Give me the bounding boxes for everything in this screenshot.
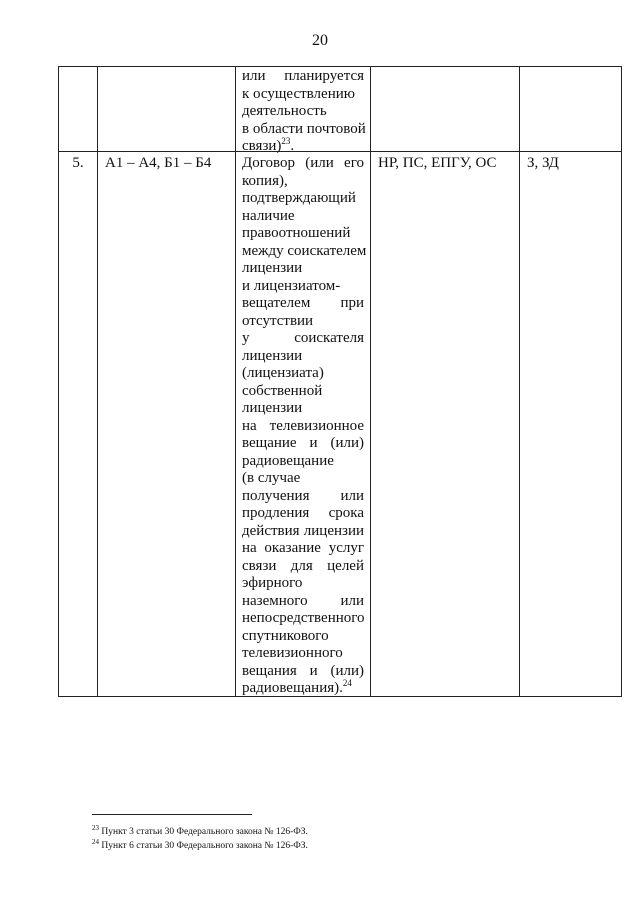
page-number: 20: [312, 32, 328, 49]
footnotes: [92, 825, 308, 853]
document-line: подтверждающий: [242, 190, 356, 206]
document-line: лицензии: [242, 347, 303, 364]
document-line: у соискателя: [242, 330, 364, 346]
document-line: непосредственного: [242, 610, 365, 626]
document-text: [236, 152, 370, 698]
document-line: правоотношений: [242, 225, 351, 241]
footnote-ref: 24: [342, 678, 352, 688]
document-line: (в случае: [242, 470, 301, 486]
document-line-last: связи)$^{23}$.: [242, 136, 295, 154]
document-line: лицензии: [242, 400, 303, 416]
form-cell: [520, 67, 623, 151]
document-line-text: связи): [242, 138, 282, 154]
document-line: [242, 680, 364, 698]
footnote: [92, 839, 308, 853]
footnote: [92, 825, 308, 839]
footnote-text: Пункт 3 статьи 30 Федерального закона № 126-ФЗ.: [101, 827, 308, 837]
document-line-text: радиовещания).: [242, 680, 343, 696]
sources-text: НР, ПС, ЕПГУ, ОС: [378, 155, 497, 171]
document-line: отсутствии: [242, 312, 314, 329]
document-line: эфирного: [242, 575, 303, 591]
document-line: вещание и (или): [242, 435, 364, 451]
document-line: спутникового: [242, 627, 329, 644]
document-line: на телевизионное: [242, 417, 364, 434]
document-line: копия),: [242, 172, 288, 189]
categories-cell: [98, 152, 236, 696]
footnote-text: Пункт 6 статьи 30 Федерального закона № 126-ФЗ.: [101, 841, 308, 851]
document-line: к осуществлению: [242, 85, 355, 102]
requirements-table: [58, 66, 622, 697]
document-line: радиовещание: [242, 452, 334, 469]
document-line: на оказание услуг: [242, 540, 364, 556]
document-line: телевизионного: [242, 645, 343, 661]
document-line: деятельность: [242, 103, 327, 119]
footnote-ref: 23: [281, 136, 291, 146]
document-line: наземного или: [242, 592, 364, 609]
row-number-cell: [59, 152, 98, 696]
document-line: между соискателем: [242, 242, 367, 259]
row-number: 5.: [72, 155, 84, 171]
table-row: [58, 152, 622, 697]
document-line: (лицензиата): [242, 365, 324, 381]
document-line: лицензии: [242, 260, 303, 276]
document-line: Договор (или его: [242, 155, 364, 171]
table-row: [58, 66, 622, 152]
footnote-number: 23: [92, 823, 99, 832]
categories-cell: [98, 67, 236, 151]
categories-text: А1 – А4, Б1 – Б4: [105, 155, 212, 171]
form-text: З, ЗД: [527, 155, 559, 171]
document-line: действия лицензии: [242, 522, 364, 539]
document-line: или планируется: [242, 68, 364, 84]
document-line: и лицензиатом-: [242, 277, 341, 294]
document-line: собственной: [242, 382, 323, 399]
document-line: получения или: [242, 487, 364, 504]
footnote-divider: [92, 814, 252, 815]
row-number-cell: [59, 67, 98, 151]
document-line: наличие: [242, 207, 295, 224]
sources-cell: [371, 67, 520, 151]
document-cell: [236, 152, 371, 696]
form-cell: [520, 152, 623, 696]
document-line: вещания и (или): [242, 662, 364, 679]
sources-cell: [371, 152, 520, 696]
document-cell: [236, 67, 371, 154]
document-line: связи для целей: [242, 557, 364, 574]
document-line: вещателем при: [242, 295, 364, 311]
footnote-number: 24: [92, 837, 99, 846]
document-line: в области почтовой: [242, 120, 366, 137]
document-line: продления срока: [242, 505, 364, 521]
